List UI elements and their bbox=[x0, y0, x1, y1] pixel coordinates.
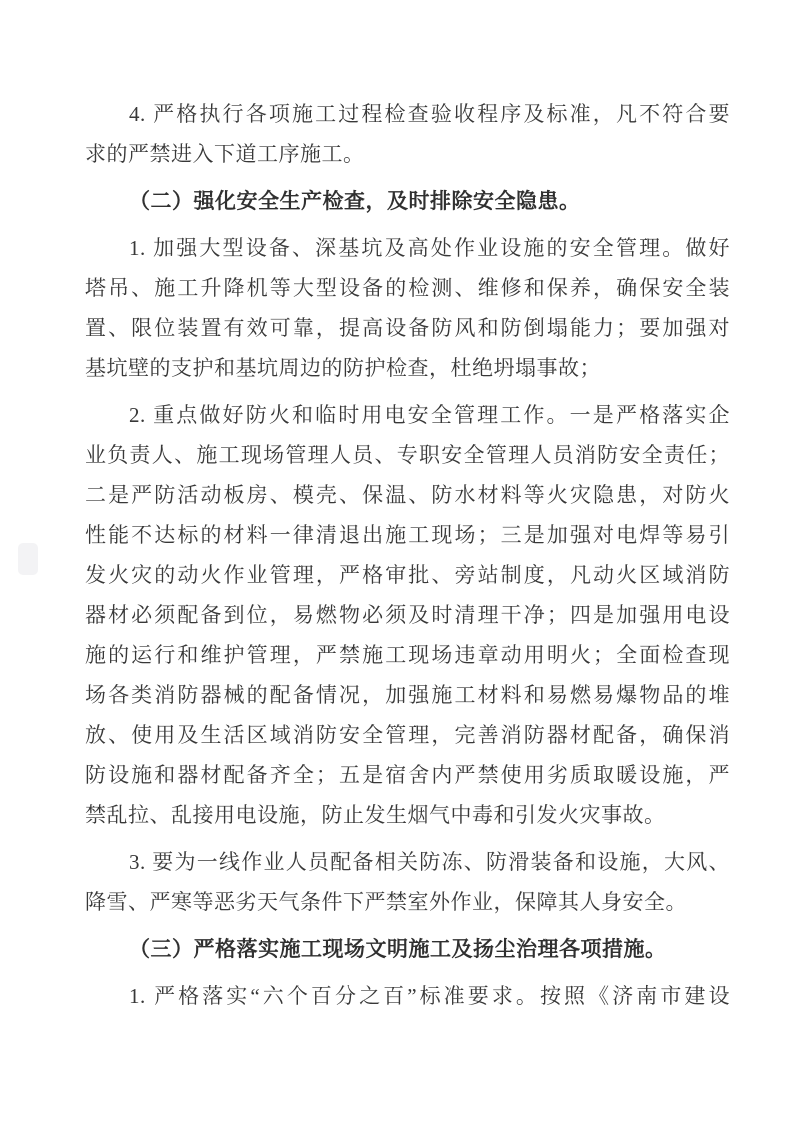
text-line: 塔吊、施工升降机等大型设备的检测、维修和保养，确保安全装 bbox=[85, 276, 730, 300]
heading-line: （三）严格落实施工现场文明施工及扬尘治理各项措施。 bbox=[129, 937, 667, 961]
text-line: 3. 要为一线作业人员配备相关防冻、防滑装备和设施，大风、 bbox=[129, 850, 730, 874]
text-line: 1. 严格落实“六个百分之百”标准要求。按照《济南市建设 bbox=[129, 984, 730, 1008]
paragraph bbox=[85, 395, 730, 835]
paragraph bbox=[85, 842, 730, 922]
text-line: 放、使用及生活区域消防安全管理，完善消防器材配备，确保消 bbox=[85, 723, 730, 747]
paragraph bbox=[85, 976, 730, 1016]
section-heading bbox=[85, 929, 730, 969]
text-line: 求的严禁进入下道工序施工。 bbox=[85, 142, 365, 166]
text-line: 施的运行和维护管理，严禁施工现场违章动用明火；全面检查现 bbox=[85, 643, 730, 667]
text-line: 禁乱拉、乱接用电设施，防止发生烟气中毒和引发火灾事故。 bbox=[85, 803, 666, 827]
text-line: 置、限位装置有效可靠，提高设备防风和防倒塌能力；要加强对 bbox=[85, 316, 730, 340]
text-line: 2. 重点做好防火和临时用电安全管理工作。一是严格落实企 bbox=[129, 403, 730, 427]
text-line: 发火灾的动火作业管理，严格审批、旁站制度，凡动火区域消防 bbox=[85, 563, 730, 587]
scan-smudge-artifact bbox=[18, 543, 38, 575]
paragraph bbox=[85, 94, 730, 174]
text-line: 二是严防活动板房、模壳、保温、防水材料等火灾隐患，对防火 bbox=[85, 483, 730, 507]
document-body bbox=[85, 94, 730, 1023]
text-line: 基坑壁的支护和基坑周边的防护检查，杜绝坍塌事故； bbox=[85, 356, 601, 380]
text-line: 1. 加强大型设备、深基坑及高处作业设施的安全管理。做好 bbox=[129, 236, 730, 260]
text-line: 降雪、严寒等恶劣天气条件下严禁室外作业，保障其人身安全。 bbox=[85, 890, 687, 914]
text-line: 防设施和器材配备齐全；五是宿舍内严禁使用劣质取暖设施，严 bbox=[85, 763, 730, 787]
text-line: 器材必须配备到位，易燃物必须及时清理干净；四是加强用电设 bbox=[85, 603, 730, 627]
heading-line: （二）强化安全生产检查，及时排除安全隐患。 bbox=[129, 189, 581, 213]
section-heading bbox=[85, 181, 730, 221]
text-line: 业负责人、施工现场管理人员、专职安全管理人员消防安全责任； bbox=[85, 443, 730, 467]
text-line: 场各类消防器械的配备情况，加强施工材料和易燃易爆物品的堆 bbox=[85, 683, 730, 707]
text-line: 性能不达标的材料一律清退出施工现场；三是加强对电焊等易引 bbox=[85, 523, 730, 547]
text-line: 4. 严格执行各项施工过程检查验收程序及标准，凡不符合要 bbox=[129, 102, 730, 126]
paragraph bbox=[85, 228, 730, 388]
